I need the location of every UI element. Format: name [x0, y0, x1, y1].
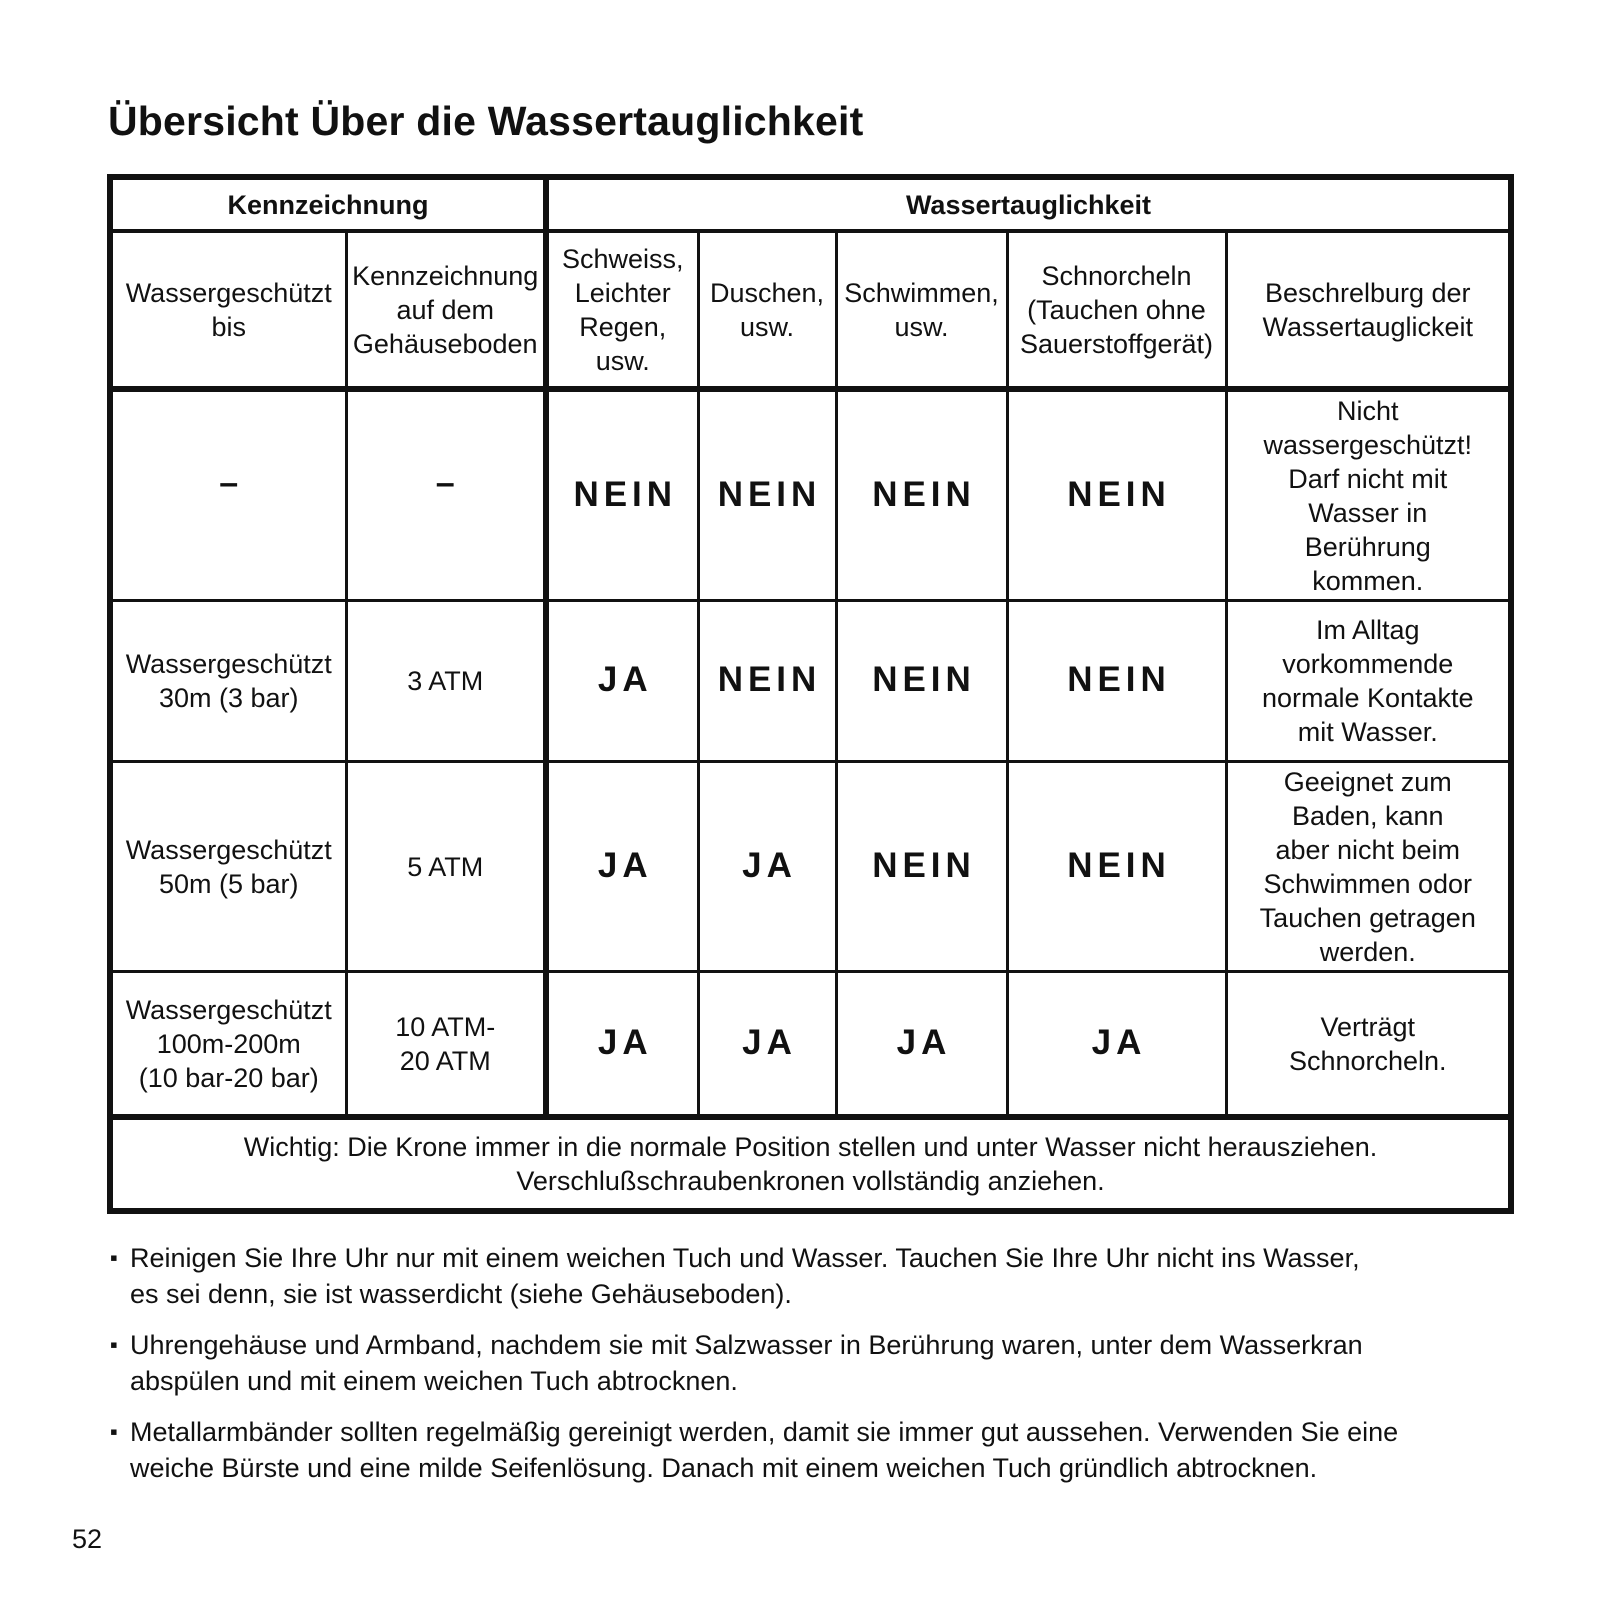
sweat-cell [546, 762, 698, 972]
page-title: Übersicht Über die Wassertauglichkeit [108, 98, 864, 144]
column-header-caseback-marking: Kennzeichnung auf dem Gehäuseboden [346, 231, 546, 389]
table-row [110, 389, 1511, 601]
suitability-mark: JA [742, 845, 797, 885]
column-header-snorkeling: Schnorcheln (Tauchen ohne Sauerstoffgerät) [1007, 231, 1226, 389]
group-header-row [110, 177, 1511, 231]
column-header-shower: Duschen, usw. [698, 231, 836, 389]
swim-cell [836, 762, 1007, 972]
list-item-text: Uhrengehäuse und Armband, nachdem sie mit Salzwasser in Berührung waren, unter dem Wasserkran abspülen und mit einem weichen Tuch abtrocknen. [130, 1330, 1363, 1396]
suitability-mark: JA [896, 1022, 952, 1062]
marking-cell [346, 389, 546, 601]
list-item [110, 1240, 1500, 1312]
suitability-mark: NEIN [573, 474, 678, 514]
table-row [110, 972, 1511, 1118]
bullet-square-icon: ▪ [110, 1332, 118, 1357]
suitability-mark: NEIN [1067, 660, 1171, 699]
column-header-sweat-rain: Schweiss, Leichter Regen, usw. [546, 231, 698, 389]
list-item-text: Reinigen Sie Ihre Uhr nur mit einem weichen Tuch und Wasser. Tauchen Sie Ihre Uhr nicht ins Wasser, es sei denn, sie ist wasserdicht (siehe Gehäuseboden). [130, 1243, 1360, 1309]
shower-cell [698, 972, 836, 1118]
suitability-mark: NEIN [1067, 845, 1171, 885]
shower-cell [698, 601, 836, 762]
suitability-mark: NEIN [872, 474, 976, 514]
rating-dash: – [219, 463, 239, 502]
swim-cell [836, 601, 1007, 762]
column-header-rating: Wassergeschützt bis [110, 231, 346, 389]
marking-cell: 3 ATM [346, 601, 546, 762]
swim-cell [836, 389, 1007, 601]
suitability-mark: JA [597, 845, 653, 885]
list-item [110, 1327, 1500, 1399]
table-row [110, 601, 1511, 762]
swim-cell [836, 972, 1007, 1118]
list-item [110, 1414, 1500, 1486]
group-header-marking: Kennzeichnung [110, 177, 546, 231]
sweat-cell [546, 972, 698, 1118]
bullet-square-icon: ▪ [110, 1419, 118, 1444]
column-header-description: Beschrelburg der Wassertauglickeit [1226, 231, 1511, 389]
rating-cell [110, 389, 346, 601]
marking-cell: 10 ATM- 20 ATM [346, 972, 546, 1118]
suitability-mark: JA [597, 1022, 653, 1062]
suitability-mark: NEIN [717, 474, 822, 514]
sweat-cell [546, 601, 698, 762]
column-header-swimming: Schwimmen, usw. [836, 231, 1007, 389]
care-instructions-list [110, 1240, 1500, 1501]
page-number: 52 [72, 1524, 103, 1554]
snorkel-cell [1007, 762, 1226, 972]
note-row [110, 1117, 1511, 1211]
sweat-cell [546, 389, 698, 601]
snorkel-cell [1007, 389, 1226, 601]
important-note: Wichtig: Die Krone immer in die normale Position stellen und unter Wasser nicht herausziehen. Verschlußschraubenkronen vollständig anziehen. [110, 1117, 1511, 1211]
suitability-mark: NEIN [1067, 474, 1171, 514]
rating-cell: Wassergeschützt 30m (3 bar) [110, 601, 346, 762]
suitability-mark: NEIN [872, 845, 976, 885]
description-cell: Geeignet zum Baden, kann aber nicht beim Schwimmen odor Tauchen getragen werden. [1226, 762, 1511, 972]
rating-cell: Wassergeschützt 50m (5 bar) [110, 762, 346, 972]
list-item-text: Metallarmbänder sollten regelmäßig gereinigt werden, damit sie immer gut aussehen. Verwenden Sie eine weiche Bürste und eine milde Seifenlösung. Danach mit einem weichen Tuch gründlich abtrocknen. [130, 1417, 1399, 1483]
column-header-row [110, 231, 1511, 389]
description-cell: Verträgt Schnorcheln. [1226, 972, 1511, 1118]
shower-cell [698, 762, 836, 972]
suitability-mark: NEIN [872, 660, 976, 699]
suitability-mark: NEIN [717, 660, 822, 699]
water-resistance-table [107, 174, 1514, 1214]
snorkel-cell [1007, 972, 1226, 1118]
shower-cell [698, 389, 836, 601]
suitability-mark: JA [742, 1022, 797, 1062]
suitability-mark: JA [597, 660, 653, 699]
group-header-water-resistance: Wassertauglichkeit [546, 177, 1511, 231]
snorkel-cell [1007, 601, 1226, 762]
description-cell: Nicht wassergeschützt! Darf nicht mit Wasser in Berührung kommen. [1226, 389, 1511, 601]
table-row [110, 762, 1511, 972]
rating-cell: Wassergeschützt 100m-200m (10 bar-20 bar) [110, 972, 346, 1118]
bullet-square-icon: ▪ [110, 1245, 118, 1270]
marking-dash: – [435, 463, 455, 502]
description-cell: Im Alltag vorkommende normale Kontakte mit Wasser. [1226, 601, 1511, 762]
suitability-mark: JA [1091, 1022, 1147, 1062]
marking-cell: 5 ATM [346, 762, 546, 972]
